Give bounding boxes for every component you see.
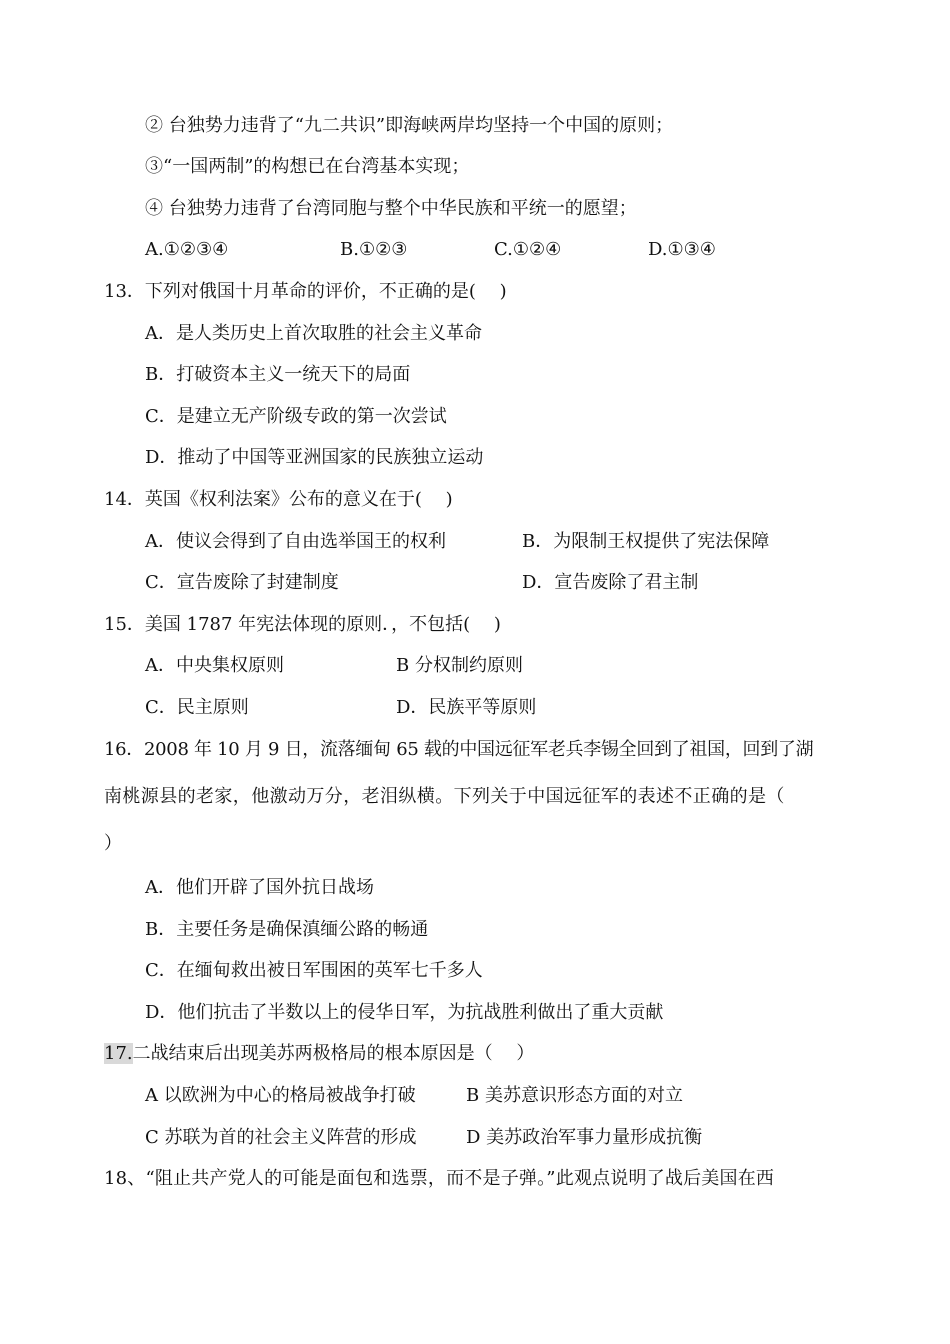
q12-option-c: C.①②④	[494, 239, 562, 260]
q16-option-b: B．主要任务是确保滇缅公路的畅通	[145, 919, 429, 940]
q16-stem-line-3: ）	[104, 833, 122, 854]
q16-stem-line-2: 南桃源县的老家，他激动万分，老泪纵横。下列关于中国远征军的表述不正确的是（	[104, 786, 785, 807]
q17-option-d: D 美苏政治军事力量形成抗衡	[466, 1127, 703, 1148]
q14-option-d: D．宣告废除了君主制	[522, 572, 699, 593]
q12-statement-3: ③“一国两制”的构想已在台湾基本实现；	[145, 156, 470, 177]
q16-option-a: A．他们开辟了国外抗日战场	[145, 877, 374, 898]
q17-option-a: A 以欧洲为中心的格局被战争打破	[145, 1085, 416, 1106]
q16-option-d: D．他们抗击了半数以上的侵华日军，为抗战胜利做出了重大贡献	[145, 1002, 664, 1023]
q17-option-b: B 美苏意识形态方面的对立	[466, 1085, 683, 1106]
q12-statement-4: ④ 台独势力违背了台湾同胞与整个中华民族和平统一的愿望；	[145, 198, 637, 219]
q13-option-a: A．是人类历史上首次取胜的社会主义革命	[145, 323, 482, 344]
q17-option-c: C 苏联为首的社会主义阵营的形成	[145, 1127, 417, 1148]
q17-number-highlight: 17.	[104, 1043, 133, 1064]
q13-stem: 13．下列对俄国十月革命的评价，不正确的是( )	[104, 281, 507, 302]
q14-option-a: A．使议会得到了自由选举国王的权利	[145, 531, 446, 552]
q16-option-c: C．在缅甸救出被日军围困的英军七千多人	[145, 960, 483, 981]
q15-option-a: A．中央集权原则	[145, 655, 284, 676]
q18-stem-line-1: 18、“阻止共产党人的可能是面包和选票，而不是子弹。”此观点说明了战后美国在西	[104, 1168, 775, 1189]
q15-option-b: B 分权制约原则	[396, 655, 523, 676]
q12-option-d: D.①③④	[648, 239, 716, 260]
q15-option-d: D．民族平等原则	[396, 697, 537, 718]
q15-stem: 15．美国 1787 年宪法体现的原则．，不包括( )	[104, 614, 501, 635]
q12-option-a: A.①②③④	[145, 239, 229, 260]
q12-option-b: B.①②③	[340, 239, 408, 260]
q15-option-c: C．民主原则	[145, 697, 249, 718]
q14-stem: 14．英国《权利法案》公布的意义在于( )	[104, 489, 453, 510]
q14-option-c: C．宣告废除了封建制度	[145, 572, 339, 593]
q17-stem: 二战结束后出现美苏两极格局的根本原因是（ ）	[132, 1043, 535, 1064]
q14-option-b: B．为限制王权提供了宪法保障	[522, 531, 770, 552]
q13-option-d: D．推动了中国等亚洲国家的民族独立运动	[145, 447, 484, 468]
q13-option-c: C．是建立无产阶级专政的第一次尝试	[145, 406, 447, 427]
q16-stem-line-1: 16．2008 年 10 月 9 日，流落缅甸 65 载的中国远征军老兵李锡全回到了祖国，回到了湖	[104, 739, 814, 760]
q13-option-b: B．打破资本主义一统天下的局面	[145, 364, 411, 385]
q17-stem-row	[104, 1042, 534, 1066]
q12-statement-2: ② 台独势力违背了“九二共识”即海峡两岸均坚持一个中国的原则；	[145, 115, 674, 136]
